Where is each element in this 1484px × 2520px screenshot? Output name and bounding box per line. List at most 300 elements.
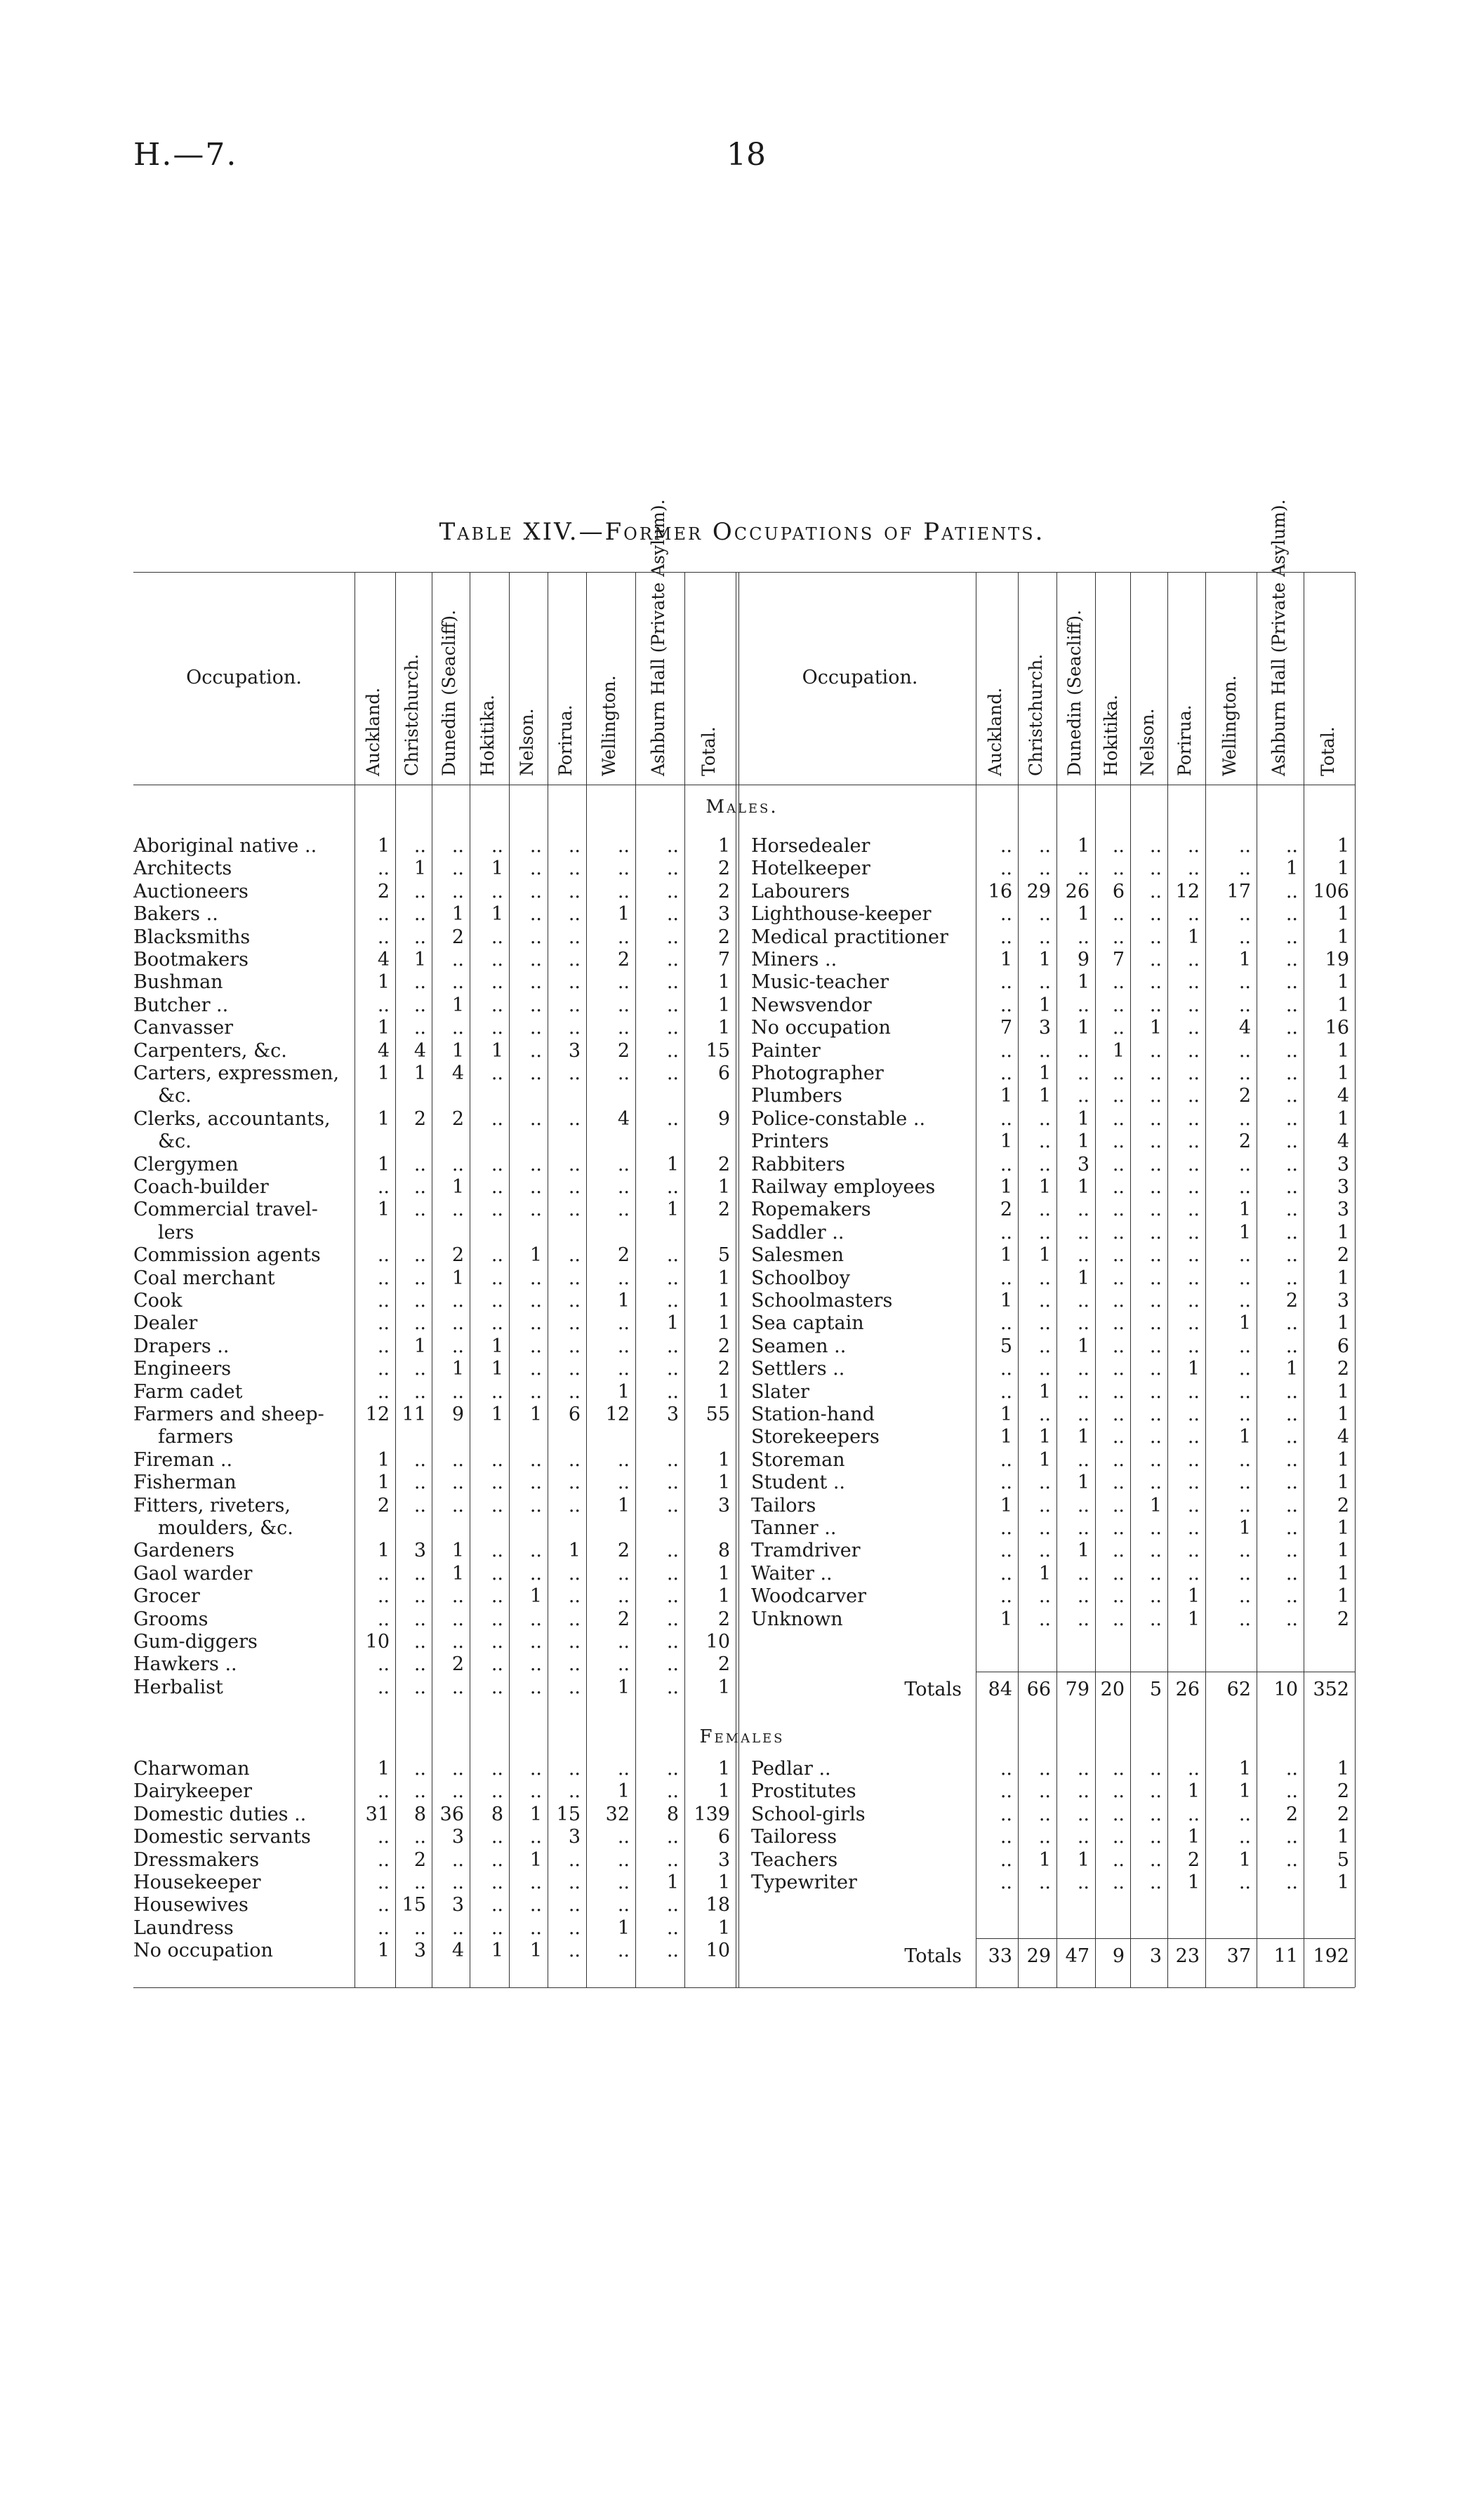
value-cell: .. — [1038, 1494, 1051, 1516]
value-cell: .. — [568, 1267, 581, 1289]
value-cell: 2 — [617, 1540, 630, 1562]
value-cell: .. — [1000, 1562, 1012, 1585]
value-cell: .. — [491, 1153, 503, 1175]
value-cell: .. — [1038, 1803, 1051, 1825]
occupation-name: Plumbers — [751, 1085, 842, 1107]
totals-label: Totals — [904, 1679, 962, 1700]
value-cell: .. — [1187, 1758, 1200, 1780]
value-cell: 18 — [705, 1894, 730, 1916]
value-cell: .. — [568, 1916, 581, 1939]
value-cell: .. — [451, 1472, 464, 1494]
value-cell: .. — [1000, 926, 1012, 948]
value-cell: .. — [1077, 1826, 1089, 1848]
value-cell: .. — [1285, 1780, 1298, 1803]
column-header: Wellington. — [599, 675, 619, 776]
value-cell: 4 — [377, 1039, 390, 1062]
value-cell: 1 — [666, 1199, 679, 1221]
value-cell: 2 — [1337, 1494, 1349, 1516]
value-cell: .. — [1000, 1826, 1012, 1848]
value-cell: .. — [1238, 1335, 1251, 1357]
value-cell: 1 — [1077, 1267, 1089, 1289]
value-cell: .. — [377, 1176, 390, 1198]
value-cell: 1 — [617, 1780, 630, 1803]
value-cell: .. — [1000, 1039, 1012, 1062]
value-cell: .. — [413, 1448, 426, 1471]
value-cell: .. — [1112, 903, 1125, 926]
value-cell: .. — [1077, 1199, 1089, 1221]
value-cell: .. — [1000, 1358, 1012, 1380]
value-cell: 1 — [377, 1062, 390, 1084]
occupation-name: Music-teacher — [751, 971, 889, 994]
value-cell: .. — [568, 1653, 581, 1676]
value-cell: .. — [1285, 1039, 1298, 1062]
value-cell: 106 — [1313, 880, 1349, 902]
value-cell: .. — [1077, 1758, 1089, 1780]
value-cell: .. — [451, 1916, 464, 1939]
value-cell: .. — [529, 880, 542, 902]
value-cell: .. — [1000, 1153, 1012, 1175]
occupation-name: Miners .. — [751, 949, 837, 971]
value-cell: .. — [529, 1608, 542, 1630]
value-cell: .. — [1077, 1358, 1089, 1380]
value-cell: .. — [1038, 1039, 1051, 1062]
value-cell: 7 — [1000, 1017, 1012, 1039]
value-cell: 1 — [491, 1358, 503, 1380]
value-cell: 1 — [717, 1872, 730, 1893]
value-cell: .. — [1077, 994, 1089, 1016]
value-cell: .. — [1038, 971, 1051, 994]
value-cell: .. — [413, 903, 426, 926]
value-cell: .. — [1038, 1758, 1051, 1780]
value-cell: .. — [377, 1244, 390, 1267]
value-cell: 1 — [529, 1404, 542, 1425]
value-cell: .. — [568, 1940, 581, 1962]
value-cell: .. — [413, 1653, 426, 1676]
occupation-name: Hotelkeeper — [751, 858, 870, 880]
value-cell: 1 — [529, 1940, 542, 1962]
value-cell: .. — [377, 903, 390, 926]
value-cell: 3 — [717, 903, 730, 926]
value-cell: 1 — [1187, 1358, 1200, 1380]
value-cell: 1 — [1000, 1494, 1012, 1516]
value-cell: .. — [1285, 1312, 1298, 1335]
value-cell: 5 — [1149, 1679, 1162, 1700]
value-cell: 1 — [717, 1585, 730, 1608]
value-cell: 15 — [556, 1803, 581, 1825]
value-cell: .. — [377, 1380, 390, 1403]
value-cell: .. — [1000, 971, 1012, 994]
value-cell: 8 — [717, 1540, 730, 1562]
value-cell: .. — [1149, 1803, 1162, 1825]
value-cell: 6 — [717, 1826, 730, 1848]
value-cell: 1 — [377, 1153, 390, 1175]
value-cell: .. — [1285, 994, 1298, 1016]
value-cell: .. — [491, 1267, 503, 1289]
value-cell: .. — [1187, 1107, 1200, 1130]
value-cell: .. — [1285, 1826, 1298, 1848]
value-cell: .. — [1112, 1872, 1125, 1893]
value-cell: 1 — [413, 1335, 426, 1357]
value-cell: 1 — [1077, 1107, 1089, 1130]
table-title: Table XIV.—Former Occupations of Patients. — [439, 518, 1045, 546]
value-cell: .. — [1187, 835, 1200, 857]
value-cell: .. — [1187, 903, 1200, 926]
value-cell: .. — [568, 1562, 581, 1585]
value-cell: .. — [1187, 1562, 1200, 1585]
value-cell: .. — [1112, 1017, 1125, 1039]
value-cell: 1 — [451, 1267, 464, 1289]
value-cell: .. — [617, 880, 630, 902]
value-cell: .. — [1077, 1221, 1089, 1244]
value-cell: .. — [413, 1872, 426, 1893]
value-cell: .. — [1187, 1448, 1200, 1471]
value-cell: 2 — [1238, 1085, 1251, 1107]
value-cell: 1 — [1038, 1562, 1051, 1585]
value-cell: .. — [451, 971, 464, 994]
occupation-name: Auctioneers — [133, 880, 249, 902]
value-cell: .. — [1112, 1358, 1125, 1380]
value-cell: .. — [451, 1631, 464, 1653]
rule-horizontal — [133, 572, 1355, 573]
value-cell: 1 — [451, 994, 464, 1016]
value-cell: 12 — [1175, 880, 1200, 902]
value-cell: 1 — [377, 1940, 390, 1962]
value-cell: 9 — [1112, 1945, 1125, 1967]
value-cell: 1 — [1038, 1085, 1051, 1107]
occupation-name: Station-hand — [751, 1404, 875, 1425]
value-cell: .. — [1285, 1199, 1298, 1221]
value-cell: 1 — [491, 858, 503, 880]
value-cell: 19 — [1325, 949, 1349, 971]
value-cell: 3 — [413, 1540, 426, 1562]
value-cell: .. — [666, 1494, 679, 1516]
value-cell: .. — [1112, 1085, 1125, 1107]
value-cell: .. — [617, 1176, 630, 1198]
value-cell: .. — [1038, 1608, 1051, 1630]
value-cell: .. — [529, 1335, 542, 1357]
value-cell: .. — [1077, 1448, 1089, 1471]
value-cell: .. — [617, 1940, 630, 1962]
value-cell: .. — [1238, 858, 1251, 880]
value-cell: .. — [491, 1494, 503, 1516]
value-cell: .. — [1112, 1107, 1125, 1130]
value-cell: .. — [1285, 1107, 1298, 1130]
occupation-name: Painter — [751, 1039, 821, 1062]
value-cell: 3 — [1337, 1153, 1349, 1175]
value-cell: .. — [1038, 1540, 1051, 1562]
value-cell: .. — [666, 1780, 679, 1803]
value-cell: 2 — [451, 1244, 464, 1267]
value-cell: .. — [491, 1608, 503, 1630]
occupation-name: Police-constable .. — [751, 1107, 926, 1130]
value-cell: .. — [568, 994, 581, 1016]
value-cell: .. — [1285, 1404, 1298, 1425]
occupation-name: Housewives — [133, 1894, 249, 1916]
value-cell: .. — [666, 949, 679, 971]
value-cell: 1 — [1038, 1426, 1051, 1448]
value-cell: .. — [377, 1872, 390, 1893]
value-cell: .. — [666, 1176, 679, 1198]
occupation-name: Pedlar .. — [751, 1758, 831, 1780]
value-cell: 1 — [1038, 994, 1051, 1016]
value-cell: 1 — [1337, 1826, 1349, 1848]
value-cell: 7 — [1112, 949, 1125, 971]
value-cell: .. — [491, 1312, 503, 1335]
value-cell: .. — [617, 1631, 630, 1653]
value-cell: .. — [1112, 1380, 1125, 1403]
value-cell: 1 — [1000, 1085, 1012, 1107]
occupation-name: Commission agents — [133, 1244, 321, 1267]
value-cell: .. — [413, 1176, 426, 1198]
value-cell: 1 — [1187, 1608, 1200, 1630]
value-cell: 1 — [1238, 1312, 1251, 1335]
value-cell: .. — [451, 1312, 464, 1335]
occupation-name: Farm cadet — [133, 1380, 243, 1403]
value-cell: .. — [1187, 1153, 1200, 1175]
value-cell: .. — [1238, 1039, 1251, 1062]
value-cell: .. — [1285, 1448, 1298, 1471]
value-cell: 1 — [717, 1676, 730, 1698]
value-cell: .. — [1000, 1380, 1012, 1403]
value-cell: .. — [491, 1290, 503, 1312]
value-cell: 10 — [705, 1631, 730, 1653]
value-cell: .. — [568, 903, 581, 926]
value-cell: 1 — [377, 1540, 390, 1562]
occupation-name: moulders, &c. — [158, 1517, 293, 1539]
value-cell: 3 — [1337, 1199, 1349, 1221]
column-header: Dunedin (Seacliff). — [1064, 609, 1085, 776]
occupation-name: Labourers — [751, 880, 850, 902]
value-cell: .. — [617, 1894, 630, 1916]
value-cell: .. — [529, 1758, 542, 1780]
value-cell: .. — [491, 835, 503, 857]
occupation-name: Tramdriver — [751, 1540, 861, 1562]
value-cell: .. — [1077, 858, 1089, 880]
value-cell: 2 — [377, 880, 390, 902]
value-cell: 1 — [1337, 1517, 1349, 1539]
value-cell: .. — [1112, 1221, 1125, 1244]
value-cell: .. — [529, 858, 542, 880]
value-cell: .. — [491, 1540, 503, 1562]
value-cell: 1 — [717, 1448, 730, 1471]
value-cell: .. — [413, 1676, 426, 1698]
value-cell: .. — [666, 1631, 679, 1653]
value-cell: 1 — [1077, 1017, 1089, 1039]
column-header: Nelson. — [516, 708, 537, 776]
value-cell: 1 — [1077, 1472, 1089, 1494]
column-header: Wellington. — [1219, 675, 1240, 776]
value-cell: 1 — [617, 903, 630, 926]
value-cell: .. — [1038, 1221, 1051, 1244]
occupation-name: Gardeners — [133, 1540, 234, 1562]
value-cell: 5 — [1337, 1848, 1349, 1871]
value-cell: 1 — [1337, 1585, 1349, 1608]
occupation-name: Gaol warder — [133, 1562, 253, 1585]
value-cell: 3 — [1077, 1153, 1089, 1175]
occupation-name: No occupation — [751, 1017, 891, 1039]
value-cell: .. — [1238, 1826, 1251, 1848]
value-cell: 32 — [605, 1803, 630, 1825]
value-cell: .. — [1000, 1758, 1012, 1780]
value-cell: 1 — [617, 1494, 630, 1516]
column-header: Christchurch. — [1025, 653, 1046, 776]
occupation-name: Charwoman — [133, 1758, 250, 1780]
occupation-name: Carpenters, &c. — [133, 1039, 287, 1062]
occupation-name: School-girls — [751, 1803, 866, 1825]
value-cell: .. — [377, 994, 390, 1016]
value-cell: 1 — [1077, 1848, 1089, 1871]
value-cell: .. — [617, 858, 630, 880]
value-cell: .. — [491, 926, 503, 948]
value-cell: 2 — [1187, 1848, 1200, 1871]
value-cell: .. — [1112, 1780, 1125, 1803]
value-cell: .. — [1285, 971, 1298, 994]
value-cell: .. — [1285, 880, 1298, 902]
value-cell: .. — [1038, 926, 1051, 948]
value-cell: 2 — [717, 1653, 730, 1676]
value-cell: 1 — [1337, 1872, 1349, 1893]
value-cell: 1 — [1337, 971, 1349, 994]
occupation-name: Fisherman — [133, 1472, 237, 1494]
value-cell: .. — [666, 1562, 679, 1585]
occupation-name: Schoolboy — [751, 1267, 850, 1289]
occupation-name: Storeman — [751, 1448, 845, 1471]
value-cell: .. — [491, 1631, 503, 1653]
value-cell: .. — [1149, 1199, 1162, 1221]
value-cell: 1 — [717, 1176, 730, 1198]
section-males: Males. — [705, 796, 779, 818]
value-cell: .. — [1038, 1872, 1051, 1893]
value-cell: 33 — [988, 1945, 1012, 1967]
value-cell: .. — [1112, 994, 1125, 1016]
value-cell: .. — [1149, 1062, 1162, 1084]
value-cell: .. — [451, 1017, 464, 1039]
value-cell: .. — [413, 1267, 426, 1289]
value-cell: 6 — [568, 1404, 581, 1425]
value-cell: .. — [568, 1472, 581, 1494]
value-cell: .. — [1000, 1107, 1012, 1130]
value-cell: 2 — [717, 1608, 730, 1630]
occupation-name: Laundress — [133, 1916, 234, 1939]
value-cell: 1 — [1337, 1562, 1349, 1585]
value-cell: .. — [1149, 1039, 1162, 1062]
value-cell: .. — [1077, 1085, 1089, 1107]
value-cell: 1 — [491, 1039, 503, 1062]
value-cell: .. — [1187, 1404, 1200, 1425]
page-number: 18 — [727, 137, 766, 173]
value-cell: .. — [529, 1107, 542, 1130]
value-cell: .. — [617, 1017, 630, 1039]
value-cell: .. — [1000, 835, 1012, 857]
value-cell: .. — [1149, 1758, 1162, 1780]
value-cell: .. — [1077, 1562, 1089, 1585]
value-cell: 192 — [1313, 1945, 1349, 1967]
value-cell: .. — [1000, 1312, 1012, 1335]
value-cell: 1 — [717, 1758, 730, 1780]
value-cell: 8 — [413, 1803, 426, 1825]
value-cell: .. — [491, 1826, 503, 1848]
value-cell: .. — [491, 1676, 503, 1698]
value-cell: .. — [491, 1780, 503, 1803]
value-cell: .. — [491, 1585, 503, 1608]
value-cell: .. — [568, 1894, 581, 1916]
value-cell: .. — [617, 1153, 630, 1175]
value-cell: .. — [1149, 1872, 1162, 1893]
occupation-name: &c. — [158, 1085, 192, 1107]
occupation-name: Bushman — [133, 971, 223, 994]
value-cell: .. — [1038, 858, 1051, 880]
value-cell: 1 — [1038, 1244, 1051, 1267]
occupation-name: Grocer — [133, 1585, 200, 1608]
value-cell: .. — [413, 1494, 426, 1516]
value-cell: .. — [568, 1494, 581, 1516]
value-cell: .. — [1149, 1107, 1162, 1130]
value-cell: .. — [568, 1448, 581, 1471]
value-cell: 1 — [1187, 1872, 1200, 1893]
value-cell: .. — [1238, 1244, 1251, 1267]
value-cell: .. — [1149, 1335, 1162, 1357]
value-cell: .. — [529, 1653, 542, 1676]
value-cell: .. — [529, 1826, 542, 1848]
value-cell: 1 — [1337, 1039, 1349, 1062]
value-cell: .. — [529, 971, 542, 994]
occupation-name: Blacksmiths — [133, 926, 251, 948]
value-cell: .. — [377, 1312, 390, 1335]
value-cell: 1 — [1038, 1848, 1051, 1871]
value-cell: .. — [491, 1380, 503, 1403]
value-cell: .. — [451, 1872, 464, 1893]
value-cell: .. — [491, 971, 503, 994]
value-cell: 1 — [529, 1244, 542, 1267]
value-cell: .. — [1285, 1244, 1298, 1267]
value-cell: .. — [529, 949, 542, 971]
occupation-name: farmers — [158, 1426, 234, 1448]
value-cell: .. — [1149, 1085, 1162, 1107]
occupation-name: Engineers — [133, 1358, 232, 1380]
value-cell: .. — [377, 1780, 390, 1803]
value-cell: .. — [1149, 880, 1162, 902]
value-cell: .. — [1038, 1335, 1051, 1357]
value-cell: .. — [529, 1562, 542, 1585]
value-cell: .. — [1112, 1585, 1125, 1608]
value-cell: 1 — [1337, 903, 1349, 926]
occupation-name: Aboriginal native .. — [133, 835, 317, 857]
value-cell: .. — [1238, 1107, 1251, 1130]
value-cell: .. — [1238, 835, 1251, 857]
value-cell: .. — [1077, 1062, 1089, 1084]
value-cell: .. — [617, 1062, 630, 1084]
value-cell: 36 — [439, 1803, 464, 1825]
value-cell: .. — [568, 1335, 581, 1357]
value-cell: .. — [529, 1153, 542, 1175]
value-cell: 1 — [529, 1803, 542, 1825]
value-cell: .. — [1285, 1062, 1298, 1084]
value-cell: .. — [666, 1894, 679, 1916]
value-cell: .. — [1112, 1803, 1125, 1825]
value-cell: .. — [1149, 1517, 1162, 1539]
value-cell: .. — [1187, 1472, 1200, 1494]
value-cell: .. — [1000, 903, 1012, 926]
value-cell: .. — [1112, 1517, 1125, 1539]
value-cell: 1 — [1238, 1758, 1251, 1780]
column-header: Ashburn Hall (Private Asylum). — [1268, 499, 1289, 776]
value-cell: .. — [666, 1653, 679, 1676]
value-cell: 1 — [666, 1153, 679, 1175]
value-cell: .. — [666, 835, 679, 857]
occupation-name: Carters, expressmen, — [133, 1062, 340, 1084]
value-cell: .. — [568, 1585, 581, 1608]
value-cell: .. — [1149, 1780, 1162, 1803]
